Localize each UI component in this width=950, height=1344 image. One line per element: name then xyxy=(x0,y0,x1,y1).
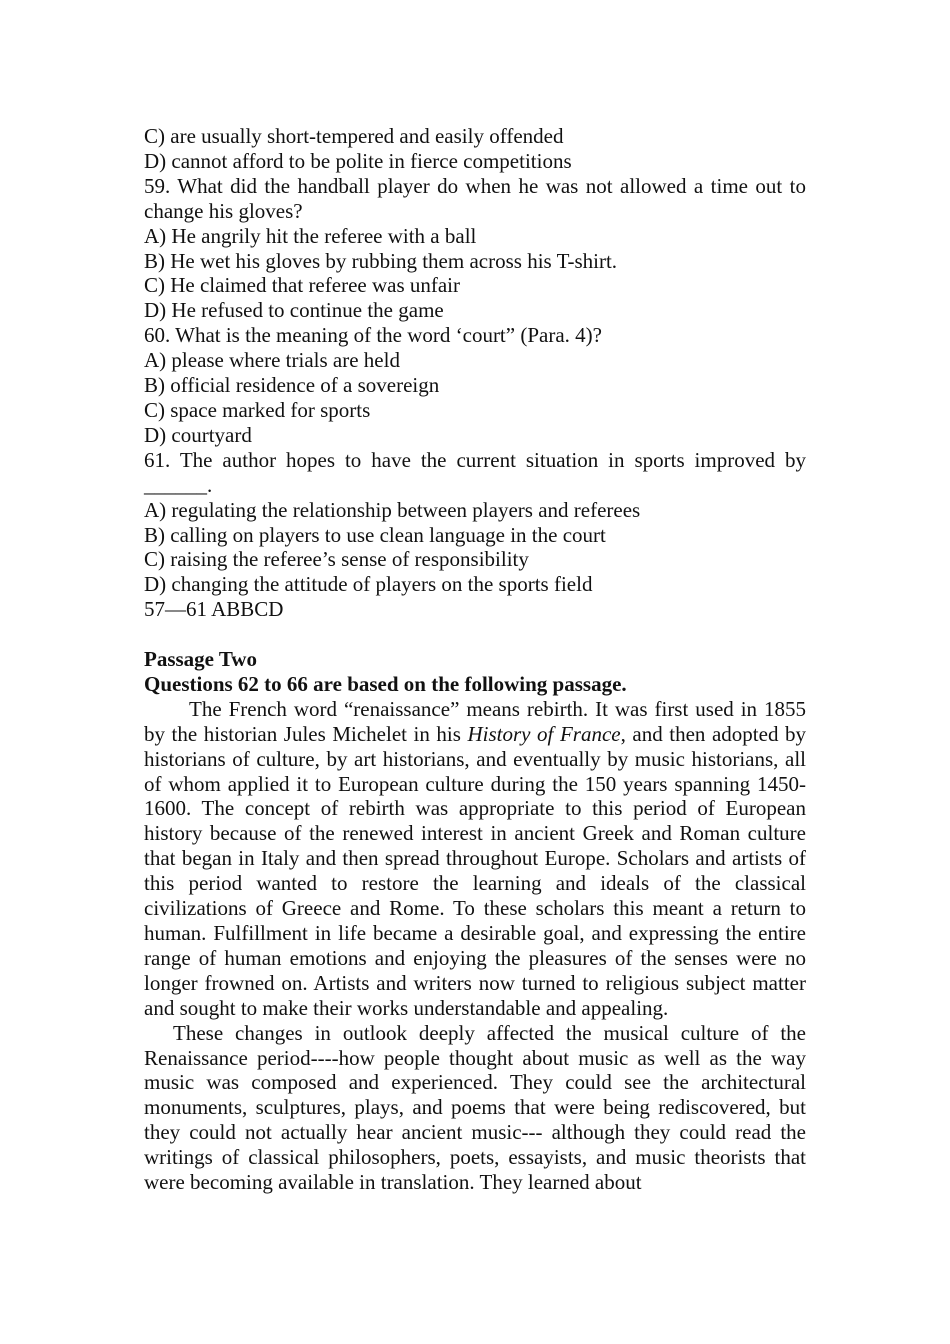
q60-option-c: C) space marked for sports xyxy=(144,397,371,422)
document-content xyxy=(144,124,806,1195)
q61-question: 61. The author hopes to have the current situation in sports improved by ______. xyxy=(144,447,806,497)
passage-subtitle: Questions 62 to 66 are based on the following passage. xyxy=(144,671,627,696)
q59-option-d: D) He refused to continue the game xyxy=(144,298,444,323)
passage-paragraph-2: These changes in outlook deeply affected the musical culture of the Renaissance period----how people thought about music as well as the way music was composed and experienced. They could see the architectural monuments, sculptures, plays, and poems that were being rediscovered, but they could not actually hear ancient music--- although they could read the writings of classical philosophers, poets, essayists, and music theorists that were becoming available in translation. They learned about xyxy=(144,1020,806,1195)
answer-key: 57—61 ABBCD xyxy=(144,597,284,622)
passage-title: Passage Two xyxy=(144,647,257,672)
q58-option-d: D) cannot afford to be polite in fierce competitions xyxy=(144,148,572,173)
book-title-italic: History of France xyxy=(467,721,621,746)
q59-option-b: B) He wet his gloves by rubbing them across his T-shirt. xyxy=(144,248,618,273)
q61-option-c: C) raising the referee’s sense of responsibility xyxy=(144,547,529,572)
q61-option-b: B) calling on players to use clean language in the court xyxy=(144,522,606,547)
q60-option-a: A) please where trials are held xyxy=(144,348,400,373)
paragraph-1-text-end: , and then adopted by historians of culture, by art historians, and eventually by music historians, all of whom applied it to European culture during the 150 years spanning 1450-1600. The concept of rebirth was appropriate to this period of European history because of the renewed interest in ancient Greek and Roman culture that began in Italy and then spread throughout Europe. Scholars and artists of this period wanted to restore the learning and ideals of the classical civilizations of Greece and Rome. To these scholars this meant a return to human. Fulfillment in life became a desirable goal, and expressing the entire range of human emotions and enjoying the pleasures of the senses were no longer frowned on. Artists and writers now turned to religious subject matter and sought to make their works understandable and appealing. xyxy=(144,721,807,1020)
q60-option-d: D) courtyard xyxy=(144,422,252,447)
q60-option-b: B) official residence of a sovereign xyxy=(144,373,440,398)
q60-question: 60. What is the meaning of the word ‘court” (Para. 4)? xyxy=(144,323,602,348)
section-spacer xyxy=(144,622,806,647)
passage-paragraph-1 xyxy=(144,697,806,1021)
paragraph-1-text-start: The French word “renaissance” means rebirth. It was first used in 1855 by the historian Jules Michelet in his xyxy=(144,696,806,746)
q59-question: 59. What did the handball player do when he was not allowed a time out to change his gloves? xyxy=(144,173,806,223)
q61-option-d: D) changing the attitude of players on the sports field xyxy=(144,572,593,597)
q59-option-a: A) He angrily hit the referee with a ball xyxy=(144,223,477,248)
q61-option-a: A) regulating the relationship between players and referees xyxy=(144,497,641,522)
q59-option-c: C) He claimed that referee was unfair xyxy=(144,273,461,298)
q58-option-c: C) are usually short-tempered and easily offended xyxy=(144,124,564,148)
